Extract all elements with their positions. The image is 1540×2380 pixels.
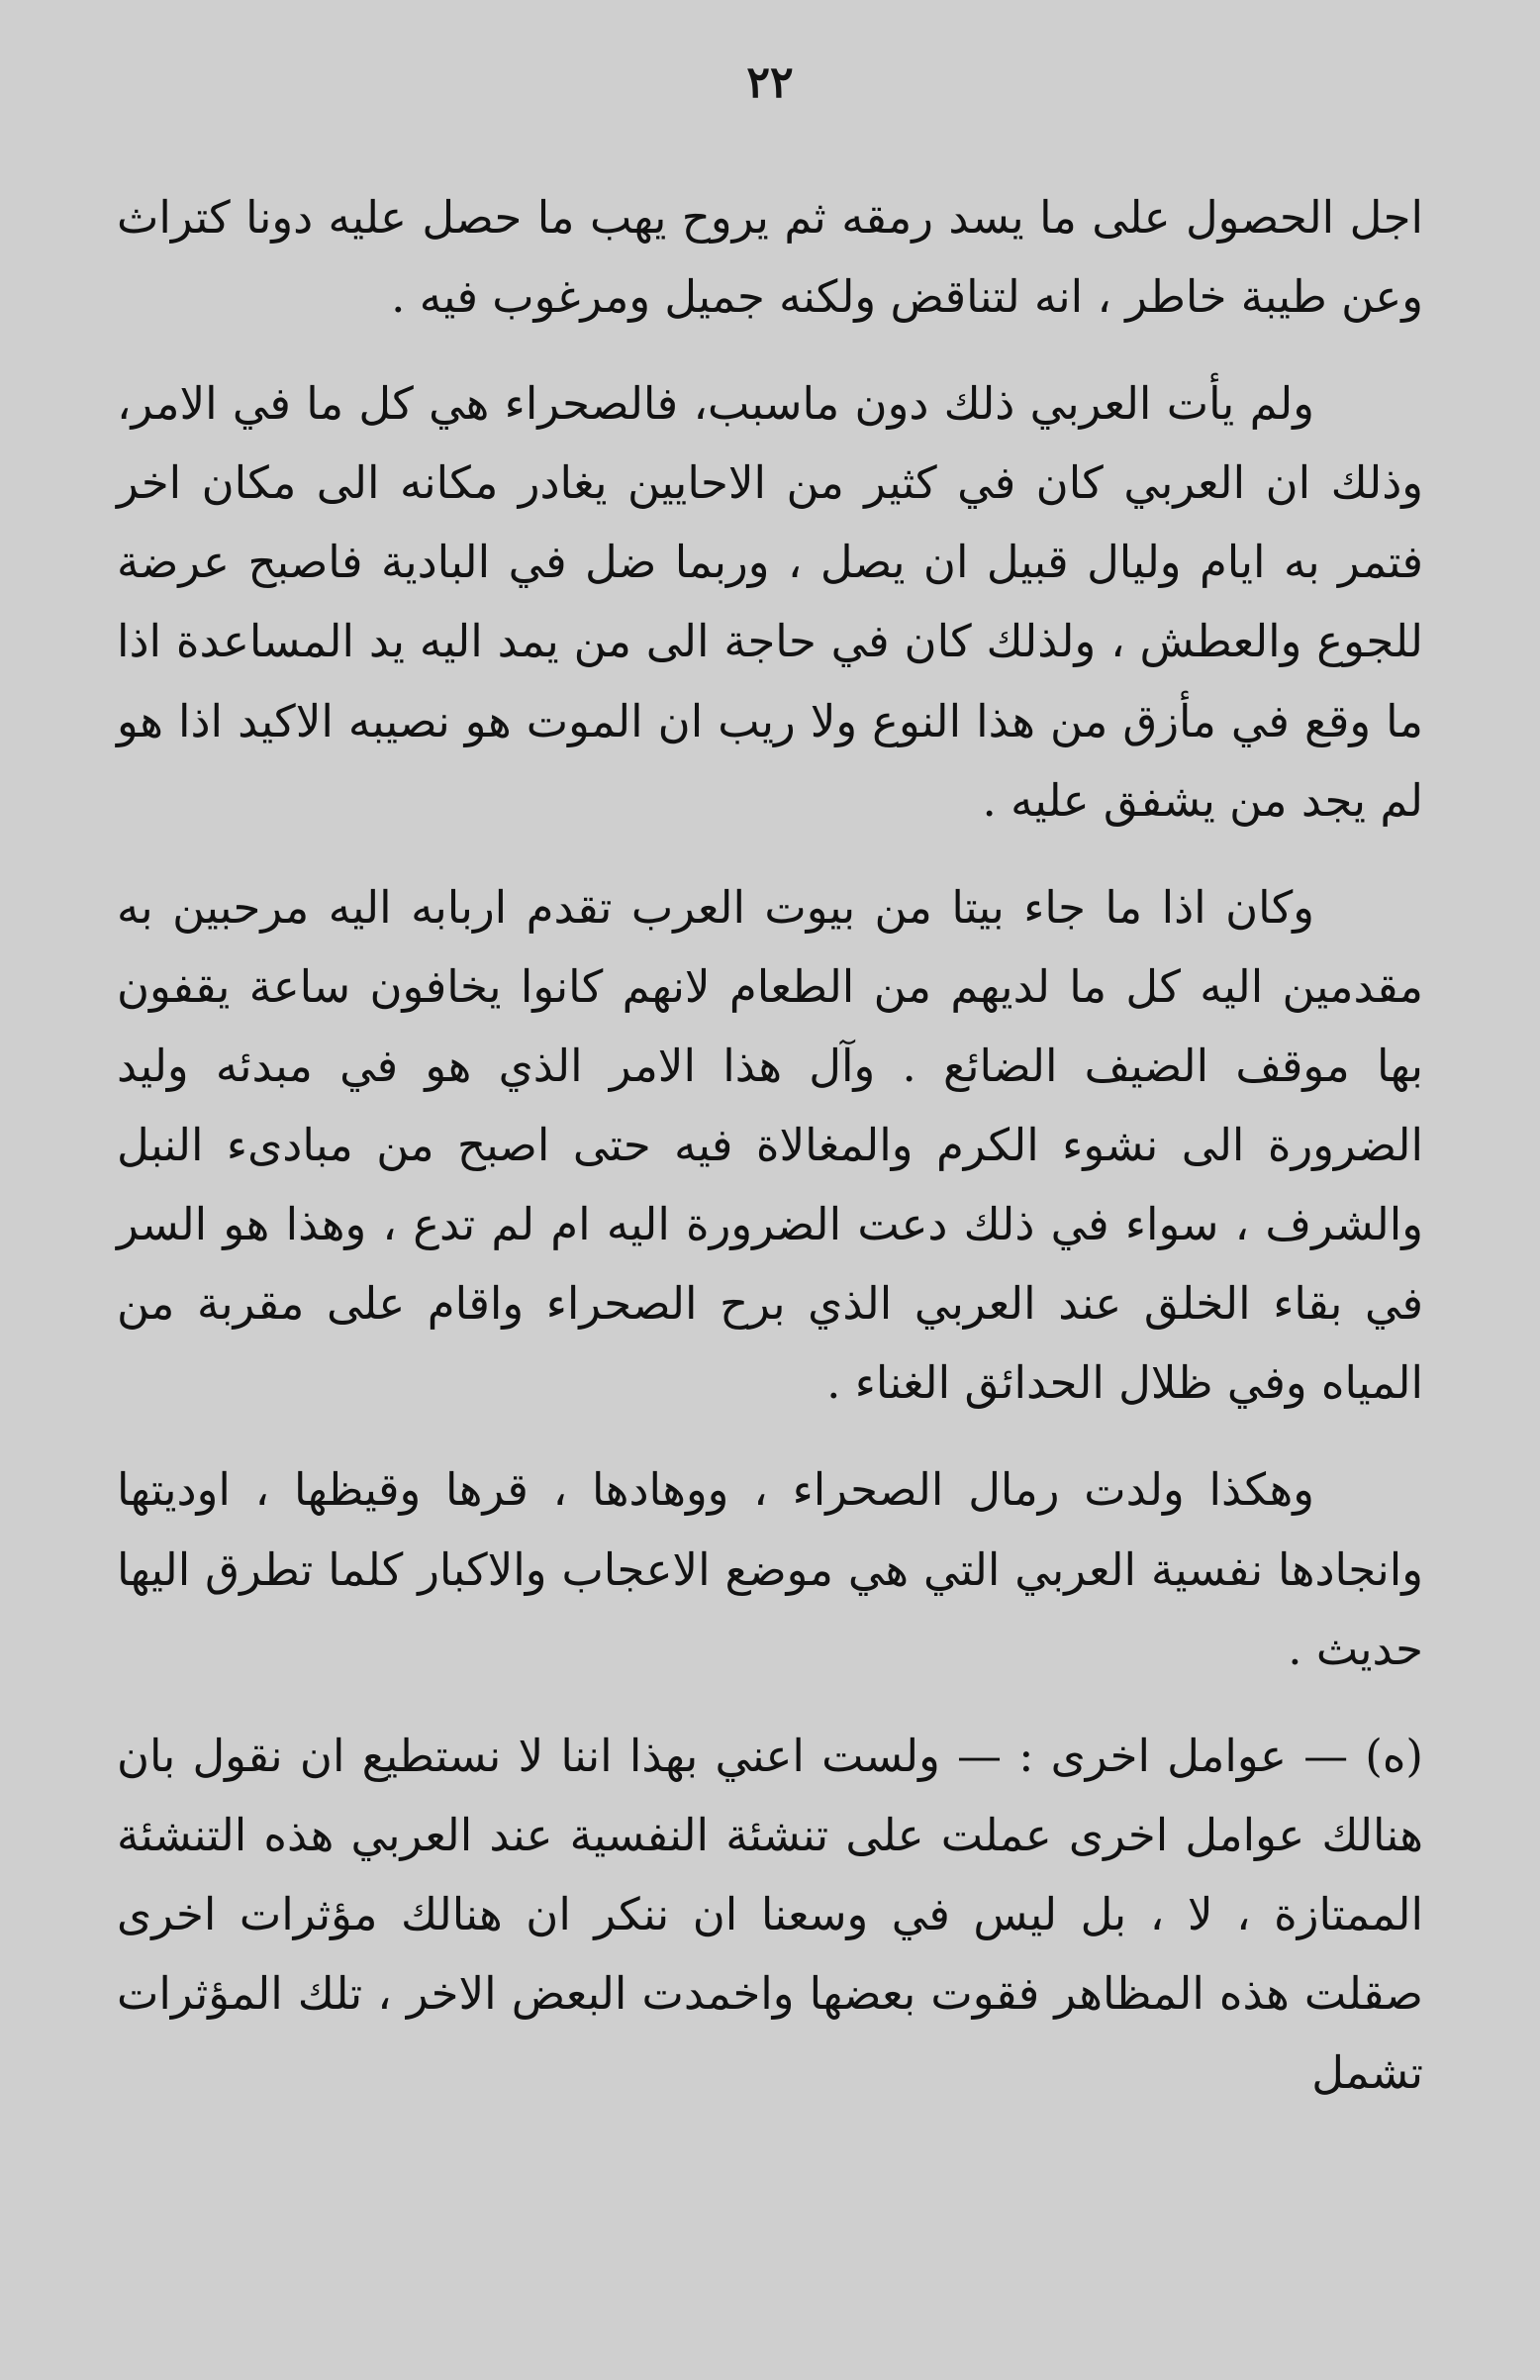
page-number: ٢٢: [746, 57, 794, 108]
body-text: [117, 178, 1423, 2140]
paragraph-3: وكان اذا ما جاء بيتا من بيوت العرب تقدم اربابه اليه مرحبين به مقدمين اليه كل ما لديهم من الطعام لانهم كانوا يخافون ساعة يقفون بها موقف الضيف الضائع . وآل هذا الامر الذي هو في مبدئه وليد الضرورة الى نشوء الكرم والمغالاة فيه حتى اصبح من مبادىء النبل والشرف ، سواء في ذلك دعت الضرورة اليه ام لم تدع ، وهذا هو السر في بقاء الخلق عند العربي الذي برح الصحراء واقام على مقربة من المياه وفي ظلال الحدائق الغناء .: [117, 880, 1424, 1410]
paragraph-5: (ه) — عوامل اخرى : — ولست اعني بهذا اننا لا نستطيع ان نقول بان هنالك عوامل اخرى عملت على تنشئة النفسية عند العربي هذه التنشئة الممتازة ، لا ، بل ليس في وسعنا ان ننكر ان هنالك مؤثرات اخرى صقلت هذه المظاهر فقوت بعضها واخمدت البعض الاخر ، تلك المؤثرات تشمل: [117, 1729, 1423, 2100]
paragraph-2: ولم يأت العربي ذلك دون ماسبب، فالصحراء هي كل ما في الامر، وذلك ان العربي كان في كثير من الاحايين يغادر مكانه الى مكان اخر فتمر به ايام وليال قبيل ان يصل ، وربما ضل في البادية فاصبح عرضة للجوع والعطش ، ولذلك كان في حاجة الى من يمد اليه يد المساعدة اذا ما وقع في مأزق من هذا النوع ولا ريب ان الموت هو نصيبه الاكيد اذا هو لم يجد من يشفق عليه .: [117, 377, 1423, 827]
paragraph-4: وهكذا ولدت رمال الصحراء ، ووهادها ، قرها وقيظها ، اوديتها وانجادها نفسية العربي التي هي موضع الاعجاب والاكبار كلما تطرق اليها حديث .: [117, 1463, 1423, 1675]
paragraph-1: اجل الحصول على ما يسد رمقه ثم يروح يهب ما حصل عليه دونا كتراث وعن طيبة خاطر ، انه لتناقض ولكنه جميل ومرغوب فيه .: [117, 191, 1423, 324]
